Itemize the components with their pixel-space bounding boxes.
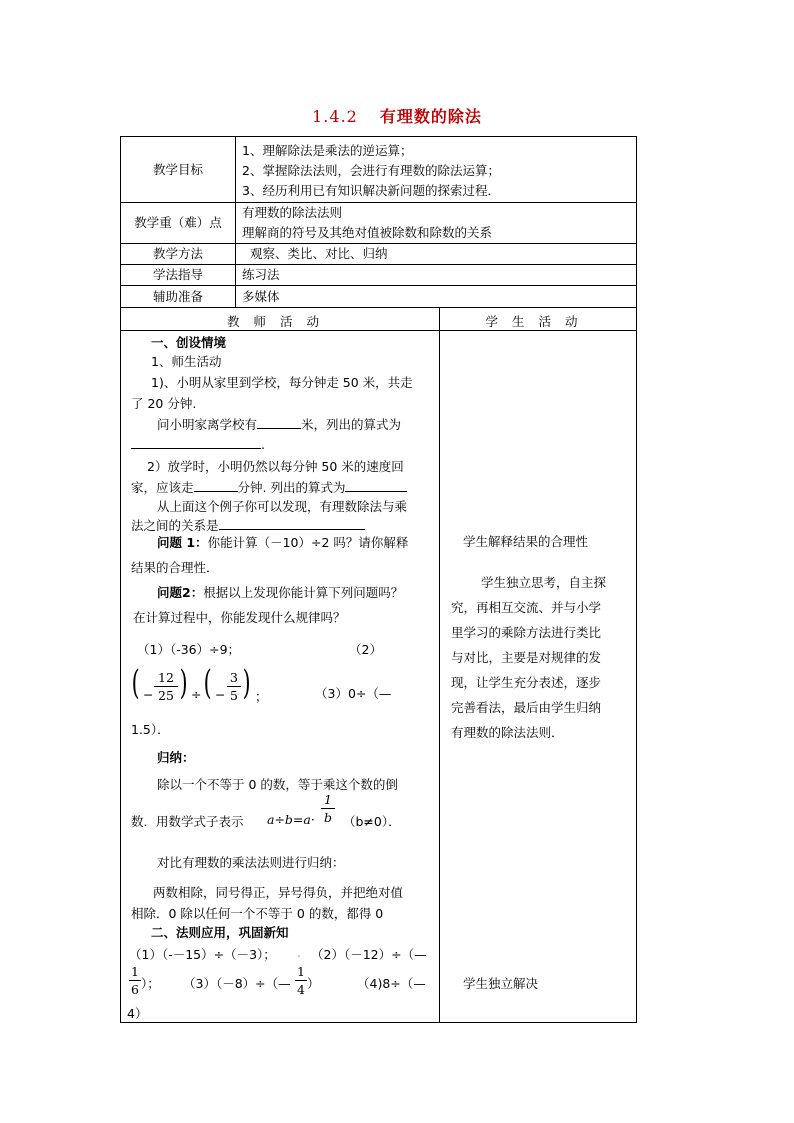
teacher-activity-header: 教师活动 [226,314,333,329]
question-text: 2）放学时，小明仍然以每分钟 50 米的速度回 [147,459,404,474]
problem-text [157,533,408,551]
fraction-denominator: 6 [131,982,139,997]
row-label-guide: 学法指导 [152,267,203,282]
question-text-part: 分钟. 列出的算式为 [237,480,346,495]
problem-label: 问题 1： [157,535,208,550]
fraction-numerator: 12 [154,669,178,687]
close-paren: ) [242,663,251,703]
section-number: 1.4.2 [312,107,358,126]
application-4-cont: 4） [127,1006,148,1021]
formula-fraction [321,791,335,826]
fraction-denominator: 25 [158,688,174,703]
question-text-part: 米，列出的算式为 [301,417,402,432]
fraction-numerator: 1 [295,963,307,981]
student-note-line: 完善看法，最后由学生归纳 [451,700,602,715]
student-note-line: 究，再相互交流、并与小学 [451,600,602,615]
fraction-numerator: 3 [227,669,241,687]
rule-text: 除以一个不等于 0 的数，等于乘这个数的倒 [157,777,398,792]
student-activity-header: 学生活动 [485,314,592,329]
row-label-method: 教学方法 [152,246,203,261]
open-paren: ( [203,663,212,703]
question-text: 了 20 分钟. [131,396,197,411]
activity-column-divider [439,308,440,1022]
student-note-line: 里学习的乘除方法进行类比 [451,625,602,640]
row-label-focus: 教学重（难）点 [134,215,222,230]
mark: . [297,945,301,960]
problem-text-part: 根据以上发现你能计算下列问题吗？ [203,585,404,600]
formula: a÷b=a· [267,812,315,827]
lesson-plan-table [120,136,637,1023]
application-4: （4)8÷（— [357,976,426,991]
problem-text: 结果的合理性． [131,560,219,575]
row-divider [121,330,636,331]
close: ）； [141,976,160,991]
row-label-objectives: 教学目标 [152,162,203,177]
close-paren: ) [179,663,188,703]
rule-text: 数．用数学式子表示 [131,814,244,829]
fraction [129,963,141,998]
focus-line: 有理数的除法法则 [242,205,343,220]
fraction-numerator: 1 [129,963,141,981]
method-value: 观察、类比、对比、归纳 [242,246,388,261]
focus-line: 理解商的符号及其绝对值被除数和除数的关系 [242,225,493,240]
compare-text: 对比有理数的乘法法则进行归纳： [157,855,345,870]
formula-condition: （b≠0）． [343,814,401,829]
exercise-2-label: （2） [349,642,382,657]
rule-text: 两数相除，同号得正，异号得负，并把绝对值 [153,885,404,900]
answer-blank [131,436,261,449]
minus-sign: − [143,687,154,702]
answer-blank [257,416,301,429]
answer-blank [194,479,238,492]
problem-text-part: 你能计算（－10）÷2 吗？请你解释 [207,535,409,550]
fraction [154,669,178,704]
application-3: （3）（－8）÷（— [183,976,291,991]
problem-text: 在计算过程中，你能发现什么规律吗？ [133,610,346,625]
question-text: 从上面这个例子你可以发现，有理数除法与乘 [157,499,408,514]
question-text [131,478,407,496]
page-title [0,104,794,127]
activity-item: 1、师生活动 [151,354,222,369]
objective-line: 1、理解除法是乘法的逆运算； [242,143,413,158]
open-paren: ( [131,663,140,703]
student-note-line: 与对比，主要是对规律的发 [451,650,602,665]
application-2: （2）（－12）÷（— [311,947,427,962]
question-text-part: 问小明家离学校有 [157,417,258,432]
question-text-part: . [261,437,265,452]
aids-value: 多媒体 [242,289,280,304]
question-text [131,436,265,452]
problem-text [157,583,403,601]
section-heading: 二、法则应用，巩固新知 [151,925,289,940]
fraction [295,963,307,998]
row-divider [121,202,636,203]
fraction-denominator: b [323,810,332,825]
application-1: （1）（-－15）÷（－3）； [129,947,276,962]
row-divider [121,307,636,308]
close: ） [307,976,320,991]
student-note-line: 现，让学生充分表述，逐步 [451,675,602,690]
row-divider [121,285,636,286]
exercise-3-cont: 1.5）． [131,722,170,737]
student-note-line: 学生独立思考，自主探 [481,575,607,590]
student-note-line: 有理数的除法法则． [451,725,564,740]
fraction-numerator: 1 [321,791,335,809]
rule-text: 相除．0 除以任何一个不等于 0 的数，都得 0 [131,906,384,921]
student-note: 学生独立解决 [463,976,539,991]
fraction-denominator: 5 [230,688,238,703]
exercise-1: （1）（-36）÷9； [137,642,241,657]
row-divider [121,264,636,265]
question-text [131,516,365,534]
semicolon: ； [255,689,268,704]
question-text [157,415,401,433]
answer-blank [345,479,407,492]
guide-value: 练习法 [242,267,280,282]
question-text-part: 法之间的关系是 [131,518,219,533]
minus-sign: − [215,687,226,702]
section-title: 有理数的除法 [379,107,482,126]
fraction-denominator: 4 [297,982,305,997]
question-text: 1)、小明从家里到学校，每分钟走 50 米，共走 [151,375,413,390]
induction-heading: 归纳： [157,750,195,765]
row-label-aids: 辅助准备 [152,289,203,304]
problem-label: 问题2： [157,585,204,600]
divide-sign: ÷ [191,687,202,702]
fraction [227,669,241,704]
question-text-part: 家，应该走 [131,480,194,495]
objective-line: 2、掌握除法法则，会进行有理数的除法运算； [242,163,500,178]
label-column-divider [235,137,236,308]
student-note: 学生解释结果的合理性 [463,534,589,549]
section-heading: 一、创设情境 [151,335,227,350]
exercise-3: （3）0÷（— [315,686,392,701]
objective-line: 3、经历利用已有知识解决新问题的探索过程． [242,183,500,198]
answer-blank [219,517,365,530]
row-divider [121,243,636,244]
